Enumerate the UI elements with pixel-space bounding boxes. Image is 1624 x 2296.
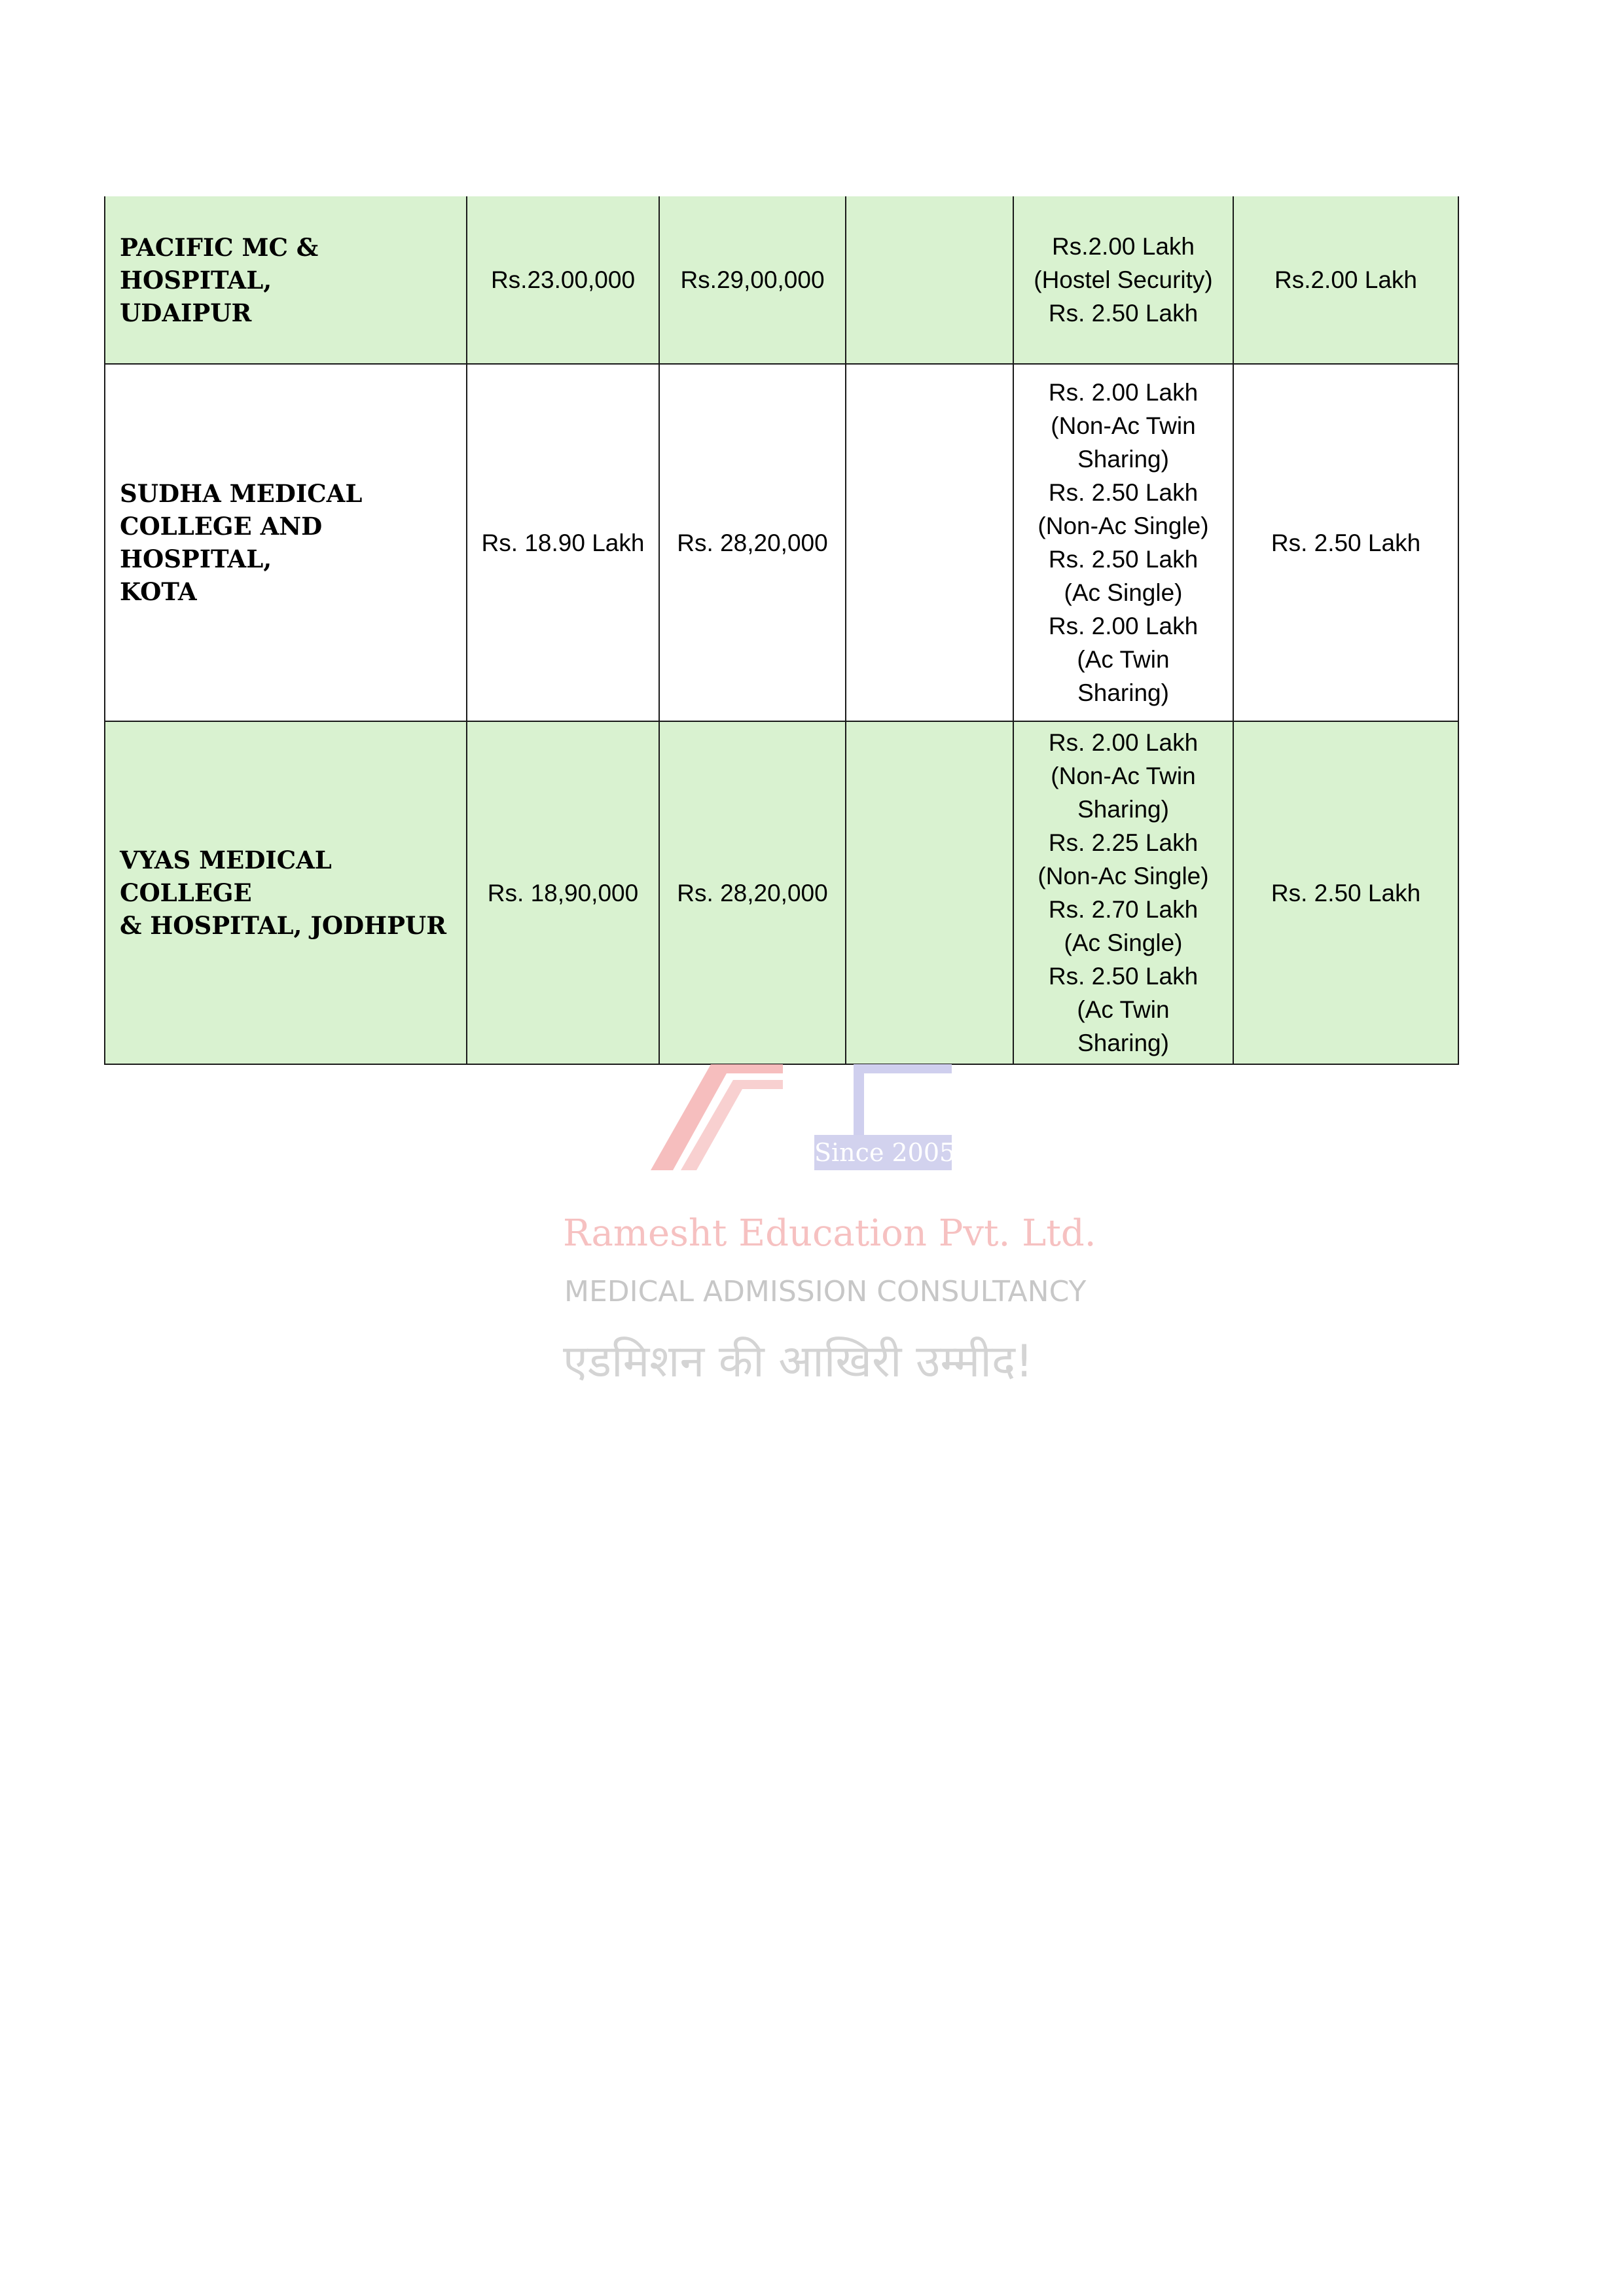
- hostel-fee-line: (Non-Ac Single): [1038, 863, 1209, 889]
- college-name-cell: [105, 196, 467, 364]
- empty-cell: [846, 721, 1013, 1064]
- company-name: Ramesht Education Pvt. Ltd.: [563, 1212, 1096, 1255]
- hostel-fee-line: (Hostel Security): [1034, 266, 1213, 293]
- security-cell: Rs. 2.50 Lakh: [1233, 721, 1458, 1064]
- college-name-line: PACIFIC MC & HOSPITAL,: [120, 232, 319, 295]
- hostel-fee-line: (Non-Ac Twin: [1051, 412, 1196, 439]
- fee-cell: Rs.29,00,000: [659, 196, 846, 364]
- college-name-line: VYAS MEDICAL COLLEGE: [120, 846, 332, 907]
- fee-cell: Rs. 18.90 Lakh: [467, 364, 659, 721]
- fees-table: [104, 196, 1459, 1065]
- hostel-fee-line: (Non-Ac Single): [1038, 512, 1209, 539]
- hostel-fee-line: Rs. 2.50 Lakh: [1048, 546, 1199, 573]
- hostel-fee-line: Rs. 2.50 Lakh: [1048, 963, 1199, 990]
- hostel-fee-line: Rs. 2.70 Lakh: [1048, 896, 1199, 923]
- company-tagline: MEDICAL ADMISSION CONSULTANCY: [564, 1275, 1087, 1308]
- hostel-fee-line: Rs. 2.00 Lakh: [1048, 729, 1199, 756]
- fee-cell: Rs.23.00,000: [467, 196, 659, 364]
- college-name-line: UDAIPUR: [120, 298, 252, 327]
- security-cell: Rs. 2.50 Lakh: [1233, 364, 1458, 721]
- hostel-fee-cell: [1013, 721, 1233, 1064]
- table-row: [105, 196, 1458, 364]
- table-row: [105, 721, 1458, 1064]
- college-name-line: KOTA: [120, 577, 197, 606]
- college-name-line: SUDHA MEDICAL: [120, 479, 363, 508]
- hostel-fee-line: (Ac Single): [1064, 579, 1183, 606]
- hostel-fee-line: Rs. 2.00 Lakh: [1048, 613, 1199, 639]
- college-name-cell: [105, 364, 467, 721]
- hostel-fee-line: Sharing): [1077, 796, 1169, 823]
- fee-cell: Rs. 18,90,000: [467, 721, 659, 1064]
- hostel-fee-line: Sharing): [1077, 679, 1169, 706]
- table-row: [105, 364, 1458, 721]
- hostel-fee-line: Sharing): [1077, 446, 1169, 473]
- hostel-fee-line: Rs. 2.50 Lakh: [1048, 479, 1199, 506]
- hostel-fee-line: Rs. 2.00 Lakh: [1048, 379, 1199, 406]
- fee-cell: Rs. 28,20,000: [659, 364, 846, 721]
- hostel-fee-line: Sharing): [1077, 1030, 1169, 1056]
- since-badge: Since 2005: [814, 1135, 952, 1170]
- hostel-fee-line: (Ac Single): [1064, 929, 1183, 956]
- security-cell: Rs.2.00 Lakh: [1233, 196, 1458, 364]
- hostel-fee-line: Rs. 2.25 Lakh: [1048, 829, 1199, 856]
- hostel-fee-line: (Non-Ac Twin: [1051, 762, 1196, 789]
- hostel-fee-line: (Ac Twin: [1077, 646, 1170, 673]
- fee-cell: Rs. 28,20,000: [659, 721, 846, 1064]
- hostel-fee-line: Rs.2.00 Lakh: [1051, 233, 1195, 260]
- empty-cell: [846, 196, 1013, 364]
- hostel-fee-line: (Ac Twin: [1077, 996, 1170, 1023]
- college-name-line: COLLEGE AND HOSPITAL,: [120, 512, 323, 573]
- empty-cell: [846, 364, 1013, 721]
- college-name-line: & HOSPITAL, JODHPUR: [120, 911, 446, 940]
- college-name-cell: [105, 721, 467, 1064]
- hostel-fee-cell: [1013, 364, 1233, 721]
- hostel-fee-line: Rs. 2.50 Lakh: [1048, 300, 1199, 327]
- hostel-fee-cell: [1013, 196, 1233, 364]
- hindi-slogan: एडमिशन की आखिरी उम्मीद!: [563, 1336, 1034, 1388]
